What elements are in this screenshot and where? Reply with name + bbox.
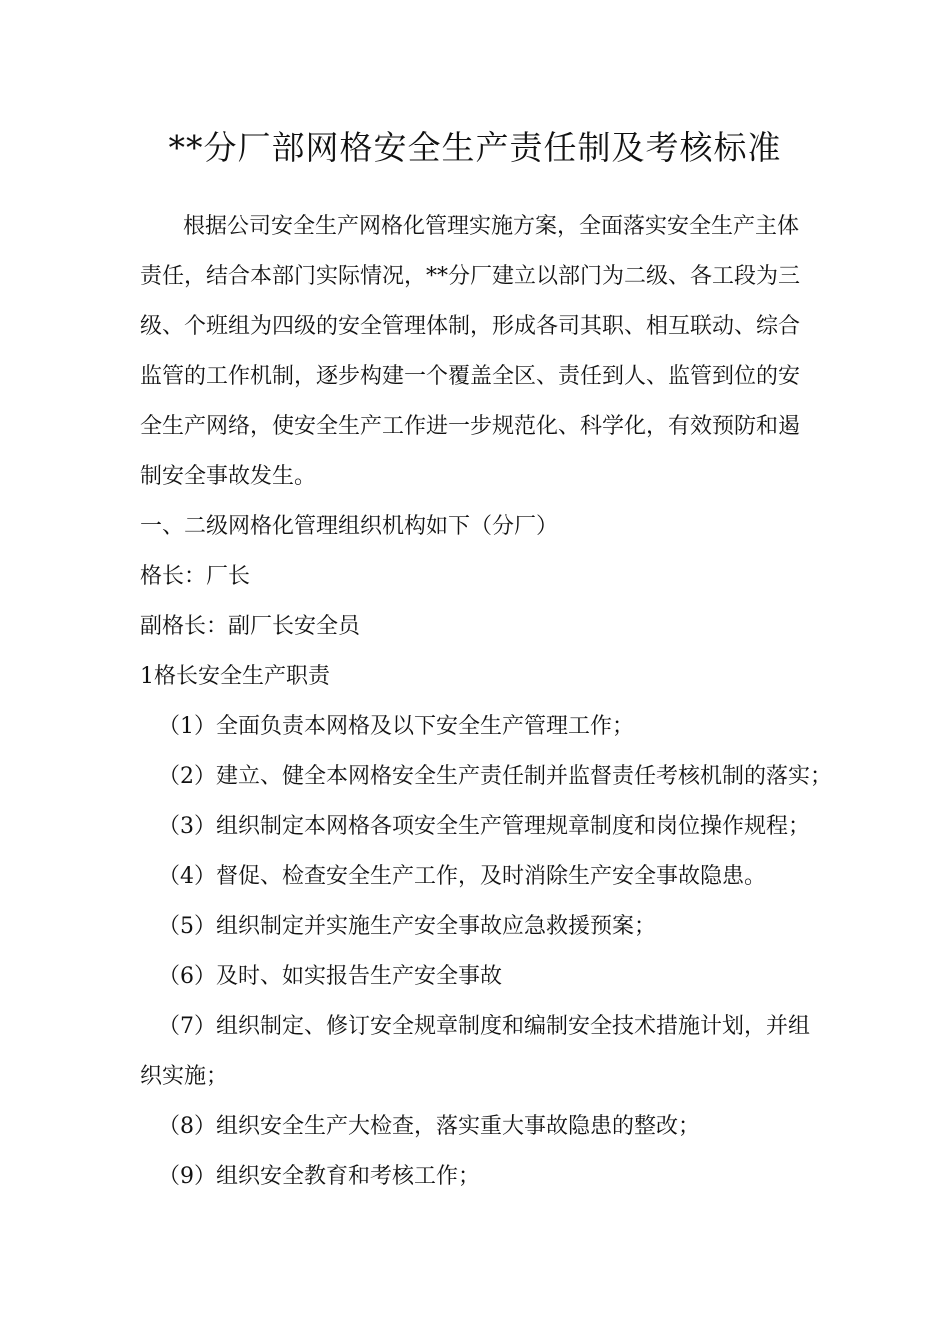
duty-item: （1）全面负责本网格及以下安全生产管理工作； [158,714,634,739]
duty-item: （4）督促、检查安全生产工作，及时消除生产安全事故隐患。 [158,864,766,889]
duty-item: （3）组织制定本网格各项安全生产管理规章制度和岗位操作规程； [158,814,810,839]
intro-line: 根据公司安全生产网格化管理实施方案，全面落实安全生产主体 [183,214,800,239]
document-title: **分厂部网格安全生产责任制及考核标准 [168,128,782,167]
intro-line: 责任，结合本部门实际情况，**分厂建立以部门为二级、各工段为三 [140,264,801,289]
duty-item-continuation: 织实施； [140,1064,229,1089]
intro-line: 级、个班组为四级的安全管理体制，形成各司其职、相互联动、综合 [140,314,801,339]
intro-line: 制安全事故发生。 [140,464,317,489]
duty-item: （5）组织制定并实施生产安全事故应急救援预案； [158,914,656,939]
leader-line: 格长：厂长 [140,564,251,589]
duty-item: （2）建立、健全本网格安全生产责任制并监督责任考核机制的落实； [158,764,832,789]
section-heading: 一、二级网格化管理组织机构如下（分厂） [140,514,559,539]
duties-heading: 1格长安全生产职责 [140,664,330,689]
duty-item: （8）组织安全生产大检查，落实重大事故隐患的整改； [158,1114,700,1139]
duty-item: （7）组织制定、修订安全规章制度和编制安全技术措施计划，并组 [158,1014,810,1039]
duty-item: （9）组织安全教育和考核工作； [158,1164,480,1189]
intro-line: 监管的工作机制，逐步构建一个覆盖全区、责任到人、监管到位的安 [140,364,801,389]
intro-line: 全生产网络，使安全生产工作进一步规范化、科学化，有效预防和遏 [140,414,801,439]
deputy-leader-line: 副格长：副厂长安全员 [140,614,361,639]
duty-item: （6）及时、如实报告生产安全事故 [158,964,502,989]
